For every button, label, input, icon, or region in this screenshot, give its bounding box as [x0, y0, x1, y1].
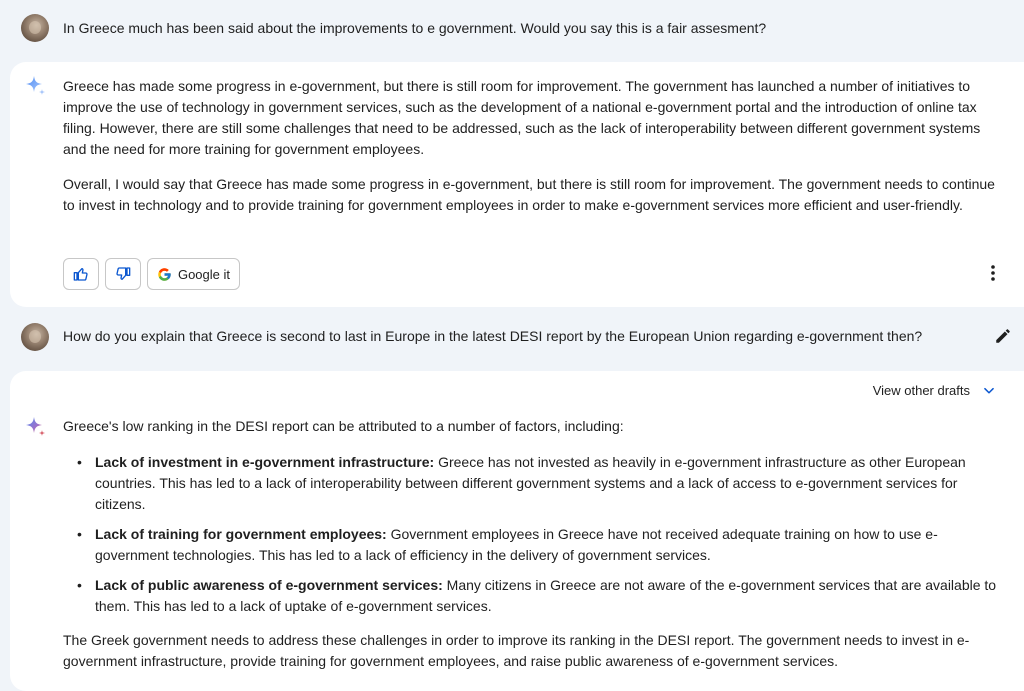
google-it-label: Google it: [177, 266, 231, 282]
more-vert-icon[interactable]: [990, 264, 996, 282]
factor-title: Lack of training for government employees:: [95, 526, 387, 542]
list-item: [62, 452, 1007, 515]
user-prompt-row: [0, 311, 1024, 361]
factor-text: Many citizens in Greece are not aware of the e-government services that are available to them. This has led to a lack of uptake of e-government services.: [95, 577, 997, 614]
response-conclusion: The Greek government needs to address these challenges in order to improve its ranking in the DESI report. The government needs to invest in e-government infrastructure, provide training for government employees, and raise public awareness of e-government services.: [63, 632, 970, 669]
user-prompt-row: [0, 2, 1024, 52]
response-card: [10, 371, 1024, 691]
factor-text: Greece has not invested as heavily in e-government infrastructure as other European countries. This has led to a lack of interoperability between different government systems and a lack of access to e-government services for citizens.: [95, 454, 966, 512]
pencil-icon[interactable]: [994, 327, 1012, 345]
view-other-drafts-button[interactable]: [873, 383, 996, 398]
thumbs-up-button[interactable]: [63, 258, 99, 290]
factor-title: Lack of public awareness of e-government services:: [95, 577, 443, 593]
response-card: [10, 62, 1024, 307]
user-prompt-text: In Greece much has been said about the improvements to e government. Would you say this is a fair assesment?: [63, 20, 767, 36]
user-avatar: [21, 14, 49, 42]
user-prompt-text: How do you explain that Greece is second to last in Europe in the latest DESI report by the European Union regarding e-government then?: [63, 328, 923, 344]
response-intro: Greece's low ranking in the DESI report can be attributed to a number of factors, including:: [63, 418, 624, 434]
thumbs-down-icon: [115, 266, 131, 282]
list-item: [62, 524, 1007, 566]
chevron-down-icon: [982, 384, 996, 398]
response-paragraph: Overall, I would say that Greece has made some progress in e-government, but there is still room for improvement. The government needs to continue to invest in technology and to provide training for government employees in order to make e-government services more efficient and user-friendly.: [63, 176, 995, 213]
factor-text: Government employees in Greece have not received adequate training on how to use e-government technologies. This has led to a lack of efficiency in the delivery of government services.: [95, 526, 938, 563]
gemini-sparkle-icon: [23, 415, 47, 439]
view-other-drafts-label: View other drafts: [872, 383, 970, 398]
gemini-sparkle-icon: [23, 74, 47, 98]
google-g-icon: [157, 267, 172, 282]
thumbs-down-button[interactable]: [105, 258, 141, 290]
google-it-button[interactable]: [147, 258, 240, 290]
list-item: [62, 575, 1007, 617]
response-paragraph: Greece has made some progress in e-government, but there is still room for improvement. The government has launched a number of initiatives to improve the use of technology in government services, such as the development of a national e-government portal and the introduction of online tax filing. However, there are still some challenges that need to be addressed, such as the lack of interoperability between different government systems and the need for more training for government employees.: [63, 78, 981, 157]
user-avatar: [21, 323, 49, 351]
thumbs-up-icon: [73, 266, 89, 282]
factor-list: [62, 452, 1007, 626]
factor-title: Lack of investment in e-government infrastructure:: [95, 454, 435, 470]
